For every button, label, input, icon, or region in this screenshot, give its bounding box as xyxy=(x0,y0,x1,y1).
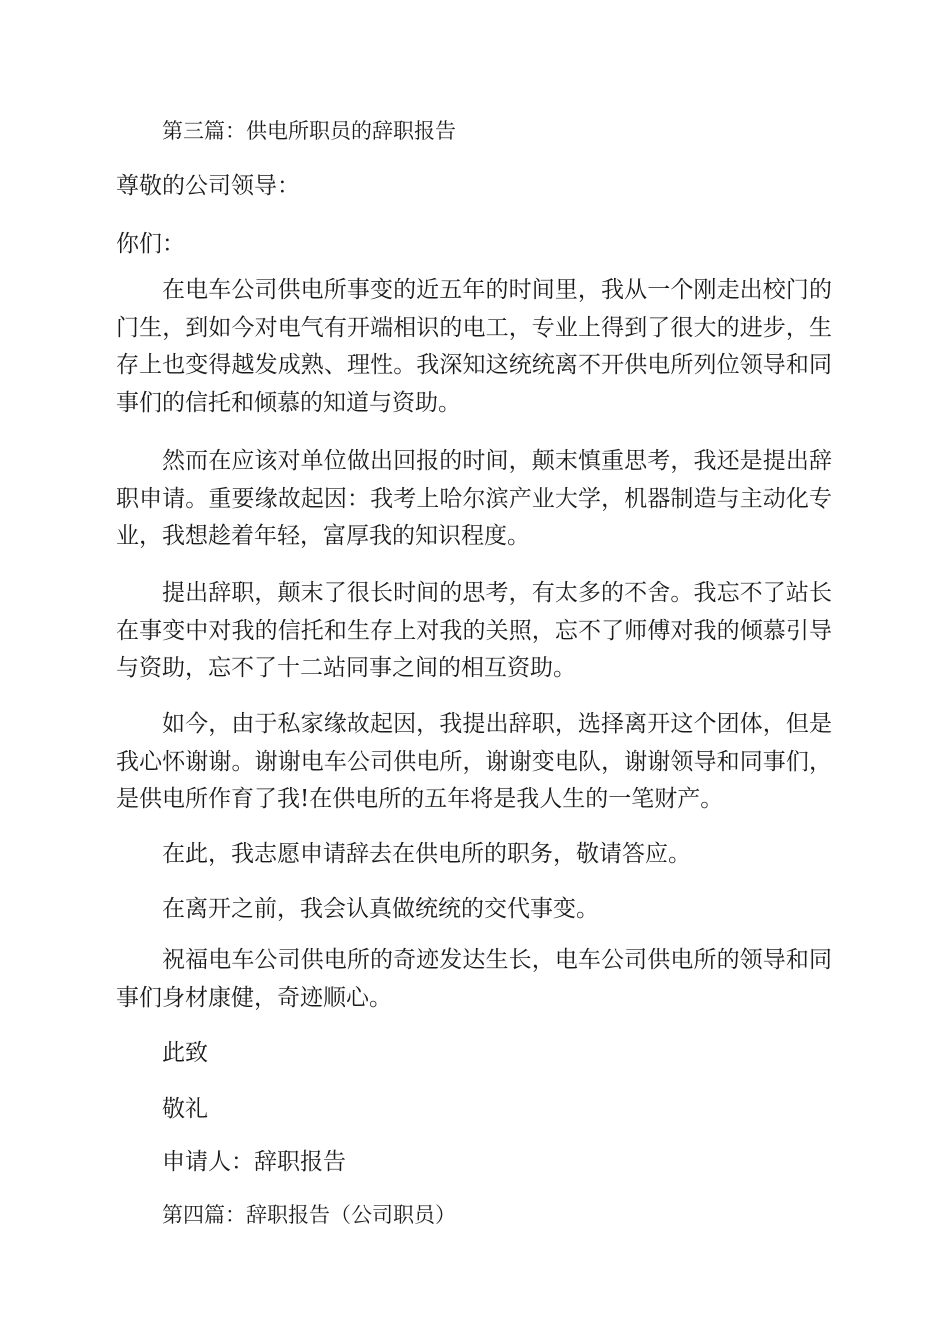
paragraph-4: 如今，由于私家缘故起因，我提出辞职，选择离开这个团体，但是我心怀谢谢。谢谢电车公司供电所，谢谢变电队，谢谢领导和同事们，是供电所作育了我!在供电所的五年将是我人生的一笔财产。 xyxy=(116,711,832,812)
next-section-title: 第四篇：辞职报告（公司职员） xyxy=(162,1203,456,1227)
salutation: 尊敬的公司领导： xyxy=(116,173,300,199)
document-title: 第三篇：供电所职员的辞职报告 xyxy=(162,119,456,143)
paragraph-5: 在此，我志愿申请辞去在供电所的职务，敬请答应。 xyxy=(162,841,691,867)
closing-salute: 敬礼 xyxy=(162,1096,208,1122)
paragraph-3: 提出辞职，颠末了很长时间的思考，有太多的不舍。我忘不了站长在事变中对我的信托和生存上对我的关照，忘不了师傅对我的倾慕引导与资助，忘不了十二站同事之间的相互资助。 xyxy=(116,580,832,681)
paragraph-2: 然而在应该对单位做出回报的时间，颠末慎重思考，我还是提出辞职申请。重要缘故起因：我考上哈尔滨产业大学，机器制造与主动化专业，我想趁着年轻，富厚我的知识程度。 xyxy=(116,448,832,549)
greeting: 你们： xyxy=(116,231,185,257)
closing-regards: 此致 xyxy=(162,1040,208,1066)
paragraph-1: 在电车公司供电所事变的近五年的时间里，我从一个刚走出校门的门生，到如今对电气有开端相识的电工，专业上得到了很大的进步，生存上也变得越发成熟、理性。我深知这统统离不开供电所列位领导和同事们的信托和倾慕的知道与资助。 xyxy=(116,277,832,416)
paragraph-6: 在离开之前，我会认真做统统的交代事变。 xyxy=(162,896,599,922)
applicant-signature: 申请人：辞职报告 xyxy=(162,1149,346,1175)
paragraph-7: 祝福电车公司供电所的奇迹发达生长，电车公司供电所的领导和同事们身材康健，奇迹顺心。 xyxy=(116,947,832,1011)
